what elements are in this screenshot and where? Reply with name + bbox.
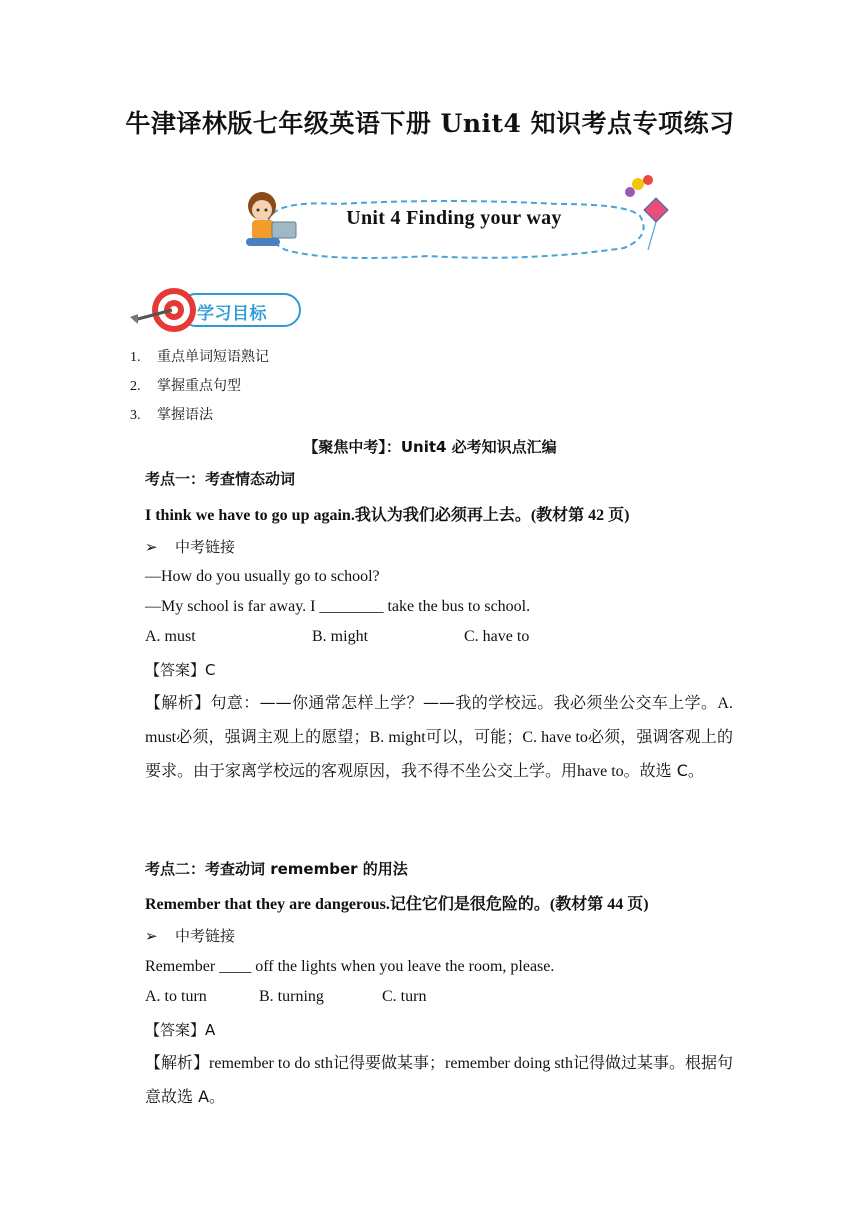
goal-item: 3. 掌握语法 bbox=[130, 407, 213, 423]
answer-line: 【答案】C bbox=[145, 661, 216, 679]
answer-line: 【答案】A bbox=[145, 1021, 216, 1039]
analysis-paragraph: 【解析】remember to do sth记得要做某事；remember doing sth记得做过某事。根据句意故选 A。 bbox=[145, 1053, 734, 1106]
option-b: B. turning bbox=[259, 988, 324, 1005]
analysis-paragraph: 【解析】句意：——你通常怎样上学？——我的学校远。我必须坐公交车上学。A. must必须，强调主观上的愿望；B. might可以，可能；C. have to必须，强调客观上的要求。由于家离学校远的客观原因，我不得不坐公交上学。用have to。故选 C。 bbox=[145, 693, 733, 780]
goals-badge-label: 学习目标 bbox=[197, 304, 267, 324]
question-line: —My school is far away. I ________ take the bus to school. bbox=[145, 598, 531, 615]
question-line: —How do you usually go to school? bbox=[145, 568, 380, 585]
section-heading: 考点二：考查动词 remember 的用法 bbox=[145, 860, 408, 878]
arrow-bullet-icon: ➢ bbox=[145, 538, 158, 556]
question-line: Remember ____ off the lights when you leave the room, please. bbox=[145, 958, 555, 975]
goal-item: 2. 掌握重点句型 bbox=[130, 378, 241, 394]
unit-banner-title: Unit 4 Finding your way bbox=[346, 207, 562, 229]
option-c: C. turn bbox=[382, 988, 427, 1005]
exam-link: ➢ 中考链接 bbox=[145, 927, 236, 945]
focus-heading: 【聚焦中考】：Unit4 必考知识点汇编 bbox=[303, 438, 557, 456]
option-a: A. to turn bbox=[145, 988, 207, 1005]
section-heading: 考点一：考查情态动词 bbox=[145, 470, 296, 488]
exam-link: ➢ 中考链接 bbox=[145, 538, 236, 556]
option-b: B. might bbox=[312, 628, 369, 645]
option-a: A. must bbox=[145, 628, 196, 645]
textbook-example: I think we have to go up again.我认为我们必须再上去。(教材第 42 页) bbox=[145, 507, 630, 524]
option-c: C. have to bbox=[464, 628, 530, 645]
goal-item: 1. 重点单词短语熟记 bbox=[130, 349, 269, 365]
textbook-example: Remember that they are dangerous.记住它们是很危险的。(教材第 44 页) bbox=[145, 896, 649, 913]
answer-options bbox=[145, 988, 426, 1006]
answer-options bbox=[145, 628, 529, 646]
document-title: 牛津译林版七年级英语下册 Unit4 知识考点专项练习 bbox=[125, 109, 735, 138]
arrow-bullet-icon: ➢ bbox=[145, 927, 158, 945]
